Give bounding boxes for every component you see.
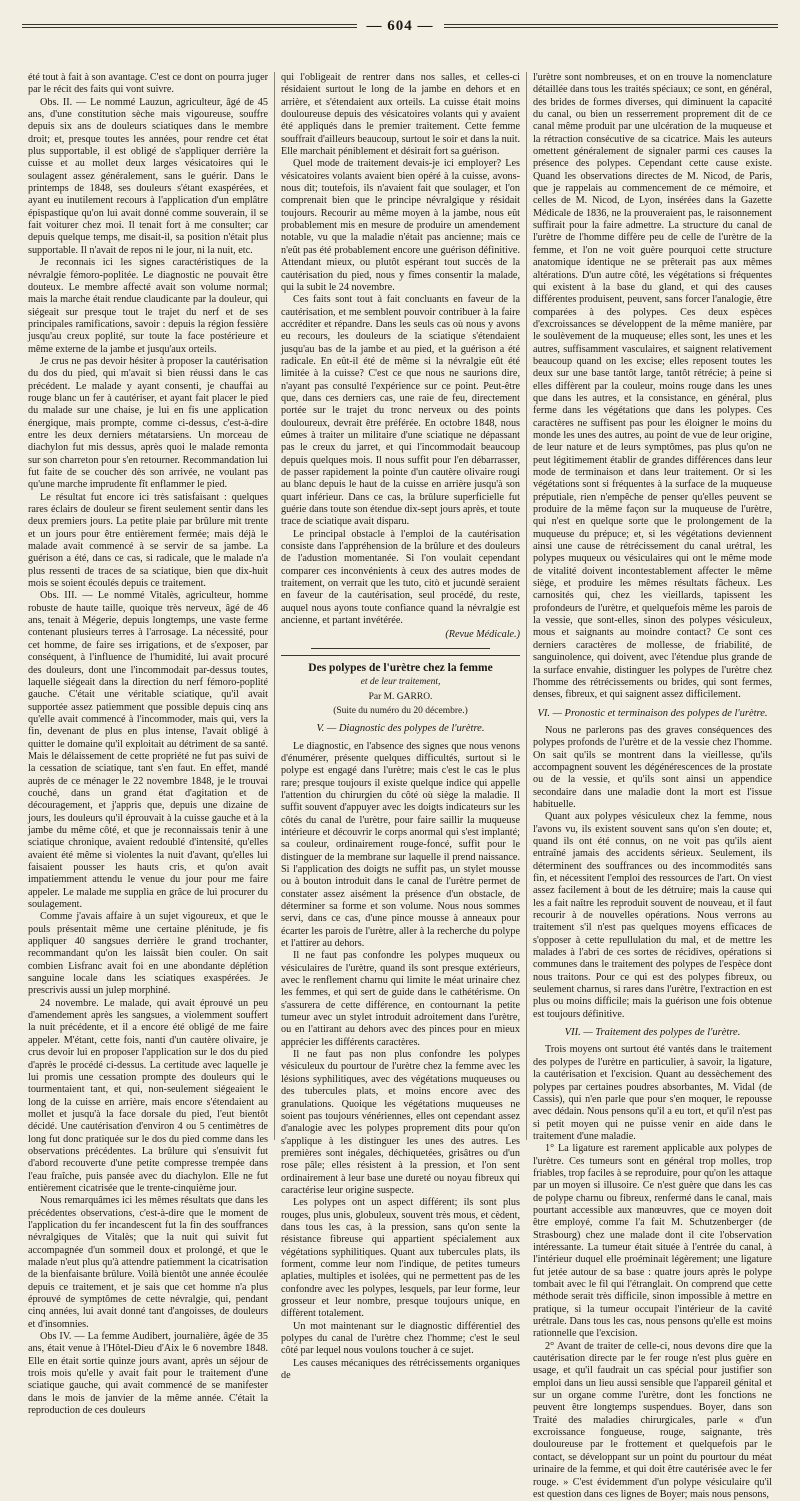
article-divider [311,648,490,649]
page-header [22,12,778,40]
paragraph: Les polypes ont un aspect différent; ils sont plus rouges, plus unis, globuleux, souvent très mous, et cèdent, dans tous les cas, à la pression, sans qu'on sente la résistance fibreuse qui appartient spécialement aux végétations syphilitiques. Quant aux tubercules plats, ils forment, comme leur nom l'indique, de petites tumeurs aplaties, multiples et isolées, qui ne permettent pas de les confondre avec les polypes, lesquels, par leur forme, leur grosseur et leur nombre, presque toujours unique, en diffèrent totalement. [281,1197,520,1320]
paragraph: Le principal obstacle à l'emploi de la cautérisation consiste dans l'appréhension de la brûlure et des douleurs de l'adustion momentanée. Si l'on voulait cependant comparer ces inconvénients à ceux des autres modes de traitement, on verrait que les tuto, citò et jucundè seraient en faveur de la cautérisation, seul procédé, du reste, auquel nous ayons toute confiance quand la névralgie est ancienne, et partant invétérée. [281,528,520,627]
paragraph: Le résultat fut encore ici très satisfaisant : quelques rares éclairs de douleur se firent seulement sentir dans les deux premiers jours. La petite plaie par brûlure mit trente et un jours pour être entièrement fermée; mais déjà le malade avait commencé à se servir de sa jambe. La guérison a été, dans ce cas, si radicale, que le malade n'a plus ressenti de traces de sa sciatique, bien que dix-huit mois se soient écoulés depuis ce traitement. [28,491,268,590]
paragraph: Obs. III. — Le nommé Vitalès, agriculteur, homme robuste de haute taille, quoique très nerveux, âgé de 46 ans, tenait à Mégerie, depuis longtemps, une vaste ferme contenant plusieurs terres à l'arrosage. La nécessité, pour cet homme, de faire ses irrigations, et de s'exposer, par conséquent, à l'influence de l'humidité, lui avait procuré des douleurs, dont une l'incommodait par-dessus toutes, laquelle siégeait dans la direction du nerf fémoro-poplité gauche. C'était une véritable sciatique, qu'il avait supportée assez patiemment que possible depuis cinq ans qu'elle avait commencé à l'incommoder, mais qui, vers la fin, devenant de plus en plus intense, l'avait obligé à quitter le domaine qu'il exploitait au détriment de sa santé. Mais le délaissement de cette propriété ne fut pas suivi de la cessation de sciatique, tant s'en faut. En effet, mandé auprès de ce ménager le 22 novembre 1848, je le trouvai couché, dans un grand état d'agitation et de découragement, et j'appris que, depuis une dizaine de jours, les douleurs qu'il éprouvait à la cuisse gauche et à la jambe du même côté, et que je reconnaissais tenir à une sciatique chronique, avaient redoublé d'intensité, qu'elles avaient été même si violentes la nuit d'avant, qu'elles lui faisaient pousser les hauts cris, et qu'on avait impatiemment attendu le venue du jour pour me faire appeler. Le malade me supplia en grâce de lui procurer du soulagement. [28,590,268,911]
paragraph: Quant aux polypes vésiculeux chez la femme, nous l'avons vu, ils existent souvent sans qu'on s'en doute; et, quand ils ont été connus, on ne voit pas qu'ils aient entraîné jamais des accidents sérieux. Seulement, ils déterminent des souffrances ou des incommodités sans fin, et nécessitent l'emploi des ressources de l'art. On viest assez facilement à bout de les détruire; mais la cause qui les a fait naître les reproduit souvent de nouveau, et il faut recourir à de nouvelles opérations. Nous verrons au traitement s'il n'est pas quelques moyens efficaces de s'opposer à cette repullulation du mal, et de mettre les malades à l'abri de ces sortes de récidives, opérations si communes dans le traitement des polypes de l'espèce dont nous traitons. Pour ce qui est des polypes fibreux, ou seulement charnus, si rares dans l'urètre, l'extraction en est plus ou moins difficile; mais la guérison une fois obtenue est toujours définitive. [533,811,772,1020]
text-columns [22,72,778,1500]
paragraph: Obs. II. — Le nommé Lauzun, agriculteur, âgé de 45 ans, d'une constitution sèche mais vigoureuse, souffre depuis six ans de douleurs sciatiques dans le membre droit; et, presque toutes les années, pour rendre cet état plus supportable, il est obligé de s'appliquer derrière la cuisse et au mollet deux larges vésicatoires qui le soulagent assez généralement, sans le guérir. Dans le printemps de 1848, ses douleurs s'étant exaspérées, et ayant eu inutilement recours à l'application d'un emplâtre épispastique qu'on lui avait donné comme souverain, il se fait voiturer chez moi. Il tenait fort à me consulter; car depuis quelque temps, me disait-il, sa position n'était plus supportable. Il n'avait de repos ni le jour, ni la nuit, etc. [28,96,268,256]
paragraph: l'urètre sont nombreuses, et on en trouve la nomenclature détaillée dans tous les traités spéciaux; ce sont, en général, des brides de formes diverses, qui diminuent la capacité du canal, ou bien un resserrement proprement dit de ce canal même produit par une ulcération de la muqueuse et la rétraction consécutive de sa cicatrice. Mais les auteurs omettent généralement de signaler parmi ces causes la présence des polypes. Cependant cette cause existe. Quand les observations directes de M. Nicod, de Paris, que je rappelais au commencement de ce mémoire, et celles de M. Nicod, de Lyon, insérées dans la Gazette Médicale de 1836, ne la prouveraient pas, le raisonnement suffirait pour la faire admettre. La structure du canal de l'urètre de l'homme diffère peu de celle de l'urètre de la femme, et l'on ne voit guère pourquoi cette structure anatomique identique ne se prêterait pas aux mêmes altérations. D'un autre côté, les végétations si fréquentes qui existent à la base du gland, et qui des causes différentes produisent, peuvent, sans forcer l'analogie, être comparées à des polypes. Ces deux espèces d'excroissances se développent de la même manière, par le soulèvement de la muqueuse; elles sont, les unes et les autres, suffisamment vasculaires, et saignent relativement beaucoup quand on les excise; elles reposent toutes les deux sur une base tantôt large, tantôt rétrécie; à peine si elles diffèrent par la couleur, moins rouge dans les unes que dans les autres, et la consistance, en général, plus ferme dans les végétations que dans les polypes. Ces caractères ne suffisent pas pour les éloigner le moins du monde les unes des autres, au point de vue de leur origine, de leur nature et de leurs symptômes, pas plus qu'on ne peut légitimement établir de grandes différences dans leur mode de terminaison et dans leur traitement. Or si les végétations sont si fréquentes à la surface de la muqueuse préputiale, rien n'empêche de penser qu'elles peuvent se produire de la même façon sur la muqueuse de l'urètre, qui n'est en quelque sorte que le prolongement de la muqueuse du prépuce; et, si les végétations deviennent ainsi une cause de rétrécissement du canal urétral, les polypes muqueux ou vésiculaires qui ont le même mode de vitalité doivent incontestablement affecter le même siège, et produire les mêmes résultats fâcheux. Les carnosités qui, chez les vieillards, tapissent les profondeurs de l'urètre, et quelquefois même les parois de la vessie, que sont-elles, sinon des polypes vésiculeux, mous et saignants au moindre contact? Ce sont ces derniers caractères de mollesse, de friabilité, de sanguinolence, qui doivent, avec l'étendue plus grande de la surface envahie, distinguer les polypes de l'urètre chez l'homme des rétrécissements ou brides, qui sont fermes, denses, fibreux, et qui saignent assez difficilement. [533,72,772,701]
article-author: Par M. GARRO. [368,691,433,702]
paragraph: 2° Avant de traiter de celle-ci, nous devons dire que la cautérisation directe par le fer rouge n'est plus guère en usage, et qu'il faudrait un cas spécial pour justifier son emploi dans un lieu aussi sensible que l'appareil génital et sur un organe comme l'urètre, dont les fonctions ne peuvent être longtemps suspendues. Boyer, dans son Traité des maladies chirurgicales, parle « d'un excroissance fongueuse, rouge, saignante, très douloureuse par le frottement et quelquefois par le contact, se développant sur un point du pourtour du méat urinaire de la femme, et qui doit être cautérisée avec le fer rouge. » C'est évidemment d'un polype vésiculaire qu'il est question dans ces lignes de Boyer; mais nous pensons, [533,1340,772,1500]
section-heading: V. — Diagnostic des polypes de l'urètre. [316,723,485,735]
paragraph: Ces faits sont tout à fait concluants en faveur de la cautérisation, et me semblent pouvoir contribuer à la faire accréditer et répandre. Dans les seuls cas où nous y avons eu recours, les douleurs de la sciatique s'étendaient jusqu'au bas de la jambe et au pied, et la guérison a été radicale. En eût-il été de même si la névralgie eût été limitée à la cuisse? C'est ce que nous ne saurions dire, n'ayant pas consulté l'expérience sur ce point. Peut-être que, dans ces derniers cas, une raie de feu, directement portée sur le trajet du tronc nerveux ou des points douloureux, devrait être préférée. En octobre 1848, nous eûmes à traiter un militaire d'une sciatique ne dépassant pas le creux du jarret, et qui l'incommodait beaucoup depuis quelques mois. Il nous suffit pour l'en débarrasser, de passer rapidement la pointe d'un cautère olivaire rougi au blanc depuis le haut de la cuisse en arrière jusqu'à son quart inférieur. Dans ce cas, la brûlure superficielle fut guérie dans toute son étendue dix-sept jours après, et toute trace de sciatique avait disparu. [281,294,520,528]
section-heading: VII. — Traitement des polypes de l'urètre. [564,1027,741,1039]
paragraph: Quel mode de traitement devais-je ici employer? Les vésicatoires volants avaient bien opéré à la cuisse, avons-nous dit; toutefois, ils n'avaient fait que soulager, et l'on comprenait bien que le principe névralgique y résidait toujours. Recourir au même moyen à la jambe, nous eût probablement mis en mesure de produire un amendement notable, vu que la maladie n'était pas ancienne; mais ce n'eût pas été probablement encore une guérison définitive. Attendant mieux, ou plutôt espérant tout succès de la cautérisation du pied, nous y fîmes consentir la malade, qui la subit le 24 novembre. [281,158,520,293]
paragraph: Un mot maintenant sur le diagnostic différentiel des polypes du canal de l'urètre chez l'homme; c'est le seul côté par lequel nous voulons toucher à ce sujet. [281,1320,520,1357]
paragraph: Je crus ne pas devoir hésiter à proposer la cautérisation du dos du pied, qui m'avait si bien réussi dans le cas précédent. Le malade y ayant consenti, je chauffai au rouge blanc un fer à cautériser, et ayant fait placer le pied du malade sur une chaise, je lui en fis une application énergique, mais prompte, comme ci-dessus, c'est-à-dire entre les deux derniers métatarsiens. Un morceau de diachylon fut mis dessus, après quoi le malade remonta sur son charreton pour s'en retourner. Recommandation lui fut faite de se coucher dès son arrivée, ne voulant pas qu'une marche imprudente fît enflammer le pied. [28,355,268,491]
section-heading: VI. — Pronostic et terminaison des polypes de l'urètre. [537,707,768,719]
paragraph: Obs IV. — La femme Audibert, journalière, âgée de 35 ans, était venue à l'Hôtel-Dieu d'Aix le 6 novembre 1848. Elle en était sortie quinze jours avant, après un séjour de trois mois qu'elle y avait fait pour le traitement d'une sciatique gauche, qui avait commencé de se manifester dans le mois de janvier de la même année. C'était la reproduction de ces douleurs [28,1331,268,1417]
paragraph: Comme j'avais affaire à un sujet vigoureux, et que le pouls présentait même une certaine plénitude, je fis appliquer 40 sangsues derrière le grand trochanter, recommandant qu'on les laissât bien couler. On sait combien Lisfranc avait foi en une abondante déplétion sanguine locale dans les sciatiques exaspérées. Je prescrivis aussi un julep morphiné. [28,911,268,997]
paragraph: Je reconnais ici les signes caractéristiques de la névralgie fémoro-poplitée. Le diagnostic ne pouvait être douteux. Le membre affecté avait son volume normal; mais la marche était rendue claudicante par la douleur, qui siégeait sur presque tout le trajet du nerf et de ses principales ramifications, savoir : depuis la région fessière jusqu'au creux poplité, sur toute la face postérieure et même externe de la jambe et jusqu'aux orteils. [28,257,268,355]
paragraph: 24 novembre. Le malade, qui avait éprouvé un peu d'amendement après les sangsues, a violemment souffert la nuit précédente, et il a encore été obligé de me faire appeler. M'étant, cette fois, nanti d'un cautère olivaire, je crus devoir lui en proposer l'application sur le dos du pied d'après le procédé ci-dessus. La certitude avec laquelle je lui promis une cessation prompte des douleurs qui le tourmentaient tant, et qui, non-seulement siégeaient le long de la cuisse en arrière, mais encore s'étendaient au mollet et jusqu'à la face dorsale du pied, l'eut bientôt décidé. Une cautérisation d'environ 4 ou 5 centimètres de long fut donc pratiquée sur le dos du pied comme dans les observations précédentes. La brûlure qui s'ensuivit fut d'abord recouverte d'une petite compresse trempée dans l'eau fraîche, puis pansée avec du diachylon. Elle ne fut entièrement cicatrisée que le trente-cinquième jour. [28,997,268,1194]
source-citation: (Revue Médicale.) [445,629,520,641]
paragraph: 1° La ligature est rarement applicable aux polypes de l'urètre. Ces tumeurs sont en général trop molles, trop friables, trop faciles à se reproduire, pour qu'on les attaque par un moyen si illusoire. Ce n'est guère que dans les cas de polype charnu ou fibreux, renfermé dans le canal, mais pourtant accessible aux manœuvres, que ce moyen doit être employé, comme l'a fait M. Schutzenberger (de Strasbourg) chez une malade dont il cite l'observation intéressante. La tumeur était située à l'entrée du canal, à l'intérieur duquel elle proéminait légèrement; une ligature fut jetée autour de sa base : quatre jours après le polype tombait avec le fil qui l'étranglait. On comprend que cette méthode serait très difficile, sinon impossible à mettre en pratique, si la tumeur occupait l'intérieur de la cavité urétrale. Dans tous les cas, nous pensons qu'elle est moins rationnelle que l'excision. [533,1143,772,1340]
column-1 [22,72,274,1417]
article-title: Des polypes de l'urètre chez la femme [308,661,493,674]
column-2 [274,72,526,1382]
page-number: — 604 — [366,17,434,34]
column-3 [526,72,778,1500]
paragraph: Le diagnostic, en l'absence des signes que nous venons d'énumérer, présente quelques difficultés, surtout si le polype est engagé dans l'urètre; mais c'est le cas le plus rare; presque toujours il existe quelque indice qui appelle l'attention du chirurgien du côté où siège la maladie. Il suffit souvent d'appuyer avec les doigts indicateurs sur les côtés du canal de l'urètre, pour faire saillir la muqueuse intérieure et découvrir le corps anormal qui s'est implanté; sa couleur, ordinairement rouge-foncé, suffit pour le distinguer de la membrane sur laquelle il prend naissance. Si l'application des doigts ne suffit pas, un stylet mousse ou à bouton introduit dans le canal de l'urètre permet de constater assez aisément la présence d'un obstacle, de déterminer sa forme et son volume. Nous nous sommes servi, dans ce cas, d'une pince mousse à anneaux pour écarter les parois de l'urètre, aller à la recherche du polype et l'attirer au dehors. [281,740,520,950]
paragraph: Nous remarquâmes ici les mêmes résultats que dans les précédentes observations, c'est-à-dire que le moment de l'application du fer incandescent fut la fin des souffrances névralgiques de Vitalès; que la nuit qui suivit fut accompagnée d'un sommeil doux et prolongé, et que le malade n'eut plus qu'à attendre patiemment la cicatrisation de la bienfaisante brûlure. Voilà bientôt une année écoulée depuis ce traitement, et je sais que cet homme n'a plus éprouvé de symptômes de cette névralgie, qui, pendant cinq années, lui avait donné tant d'angoisses, de douleurs et d'insomnies. [28,1195,268,1330]
article-divider [281,655,520,656]
header-rule-left [22,24,357,28]
paragraph: Nous ne parlerons pas des graves conséquences des polypes profonds de l'urètre et de la vessie chez l'homme. On sait qu'ils se montrent dans la vieillesse, qu'ils accompagnent souvent les dégénérescences de la prostate ou de la vessie, et qu'ils sont ainsi un appendice secondaire dans une maladie dont la mort est l'issue habituelle. [533,724,772,810]
article-subtitle: et de leur traitement, [360,677,441,688]
article-continuation: (Suite du numéro du 20 décembre.) [333,705,468,716]
paragraph: été tout à fait à son avantage. C'est ce dont on pourra juger par le récit des faits qui vont suivre. [28,72,268,96]
header-rule-right [444,24,779,28]
paragraph: Les causes mécaniques des rétrécissements organiques de [281,1357,520,1382]
paragraph: Trois moyens ont surtout été vantés dans le traitement des polypes de l'urètre en particulier, à savoir, la ligature, la cautérisation et l'excision. Quant au dessèchement des polypes par certaines poudres absorbantes, M. Vidal (de Cassis), qui n'en parle que pour s'en moquer, le repousse avec dédain. Nous pensons qu'il a eu tort, et qu'il n'est pas si petit moyen qui ne puisse venir en aide dans le traitement d'une maladie. [533,1044,772,1142]
paragraph: Il ne faut pas confondre les polypes muqueux ou vésiculaires de l'urètre, quand ils sont presque extérieurs, avec le renflement charnu qui limite le méat urinaire chez les femmes, et qui sert de guide dans le cathétérisme. On s'assurera de cette différence, en contournant la petite tumeur avec un stylet introduit adroitement dans l'urètre, ou en l'attirant au dehors avec des pinces pour en mieux apprécier les différents caractères. [281,950,520,1048]
paragraph: Il ne faut pas non plus confondre les polypes vésiculeux du pourtour de l'urètre chez la femme avec les lésions syphilitiques, avec des végétations muqueuses ou des tubercules plats, et moins encore avec des granulations. Quoique les végétations muqueuses ne soient pas toujours vénériennes, elles ont cependant assez d'analogie avec les polypes proprement dits pour qu'on s'applique à les distinguer les unes des autres. Les premières sont inégales, déchiquetées, grisâtres ou d'un rose pâle; elles résistent à la pression, et l'on sent ordinairement à leur base une dureté ou noyau fibreux qui caractérise leur origine suspecte. [281,1049,520,1196]
paragraph: qui l'obligeait de rentrer dans nos salles, et celles-ci résidaient surtout le long de la jambe en dehors et en arrière, et s'étendaient aux orteils. La cuisse était moins douloureuse depuis des vésicatoires volants qui y avaient été appliqués dans le premier traitement. Cette femme souffrait d'ailleurs beaucoup, surtout le soir et dans la nuit. Elle marchait péniblement et désirait fort sa guérison. [281,72,520,158]
